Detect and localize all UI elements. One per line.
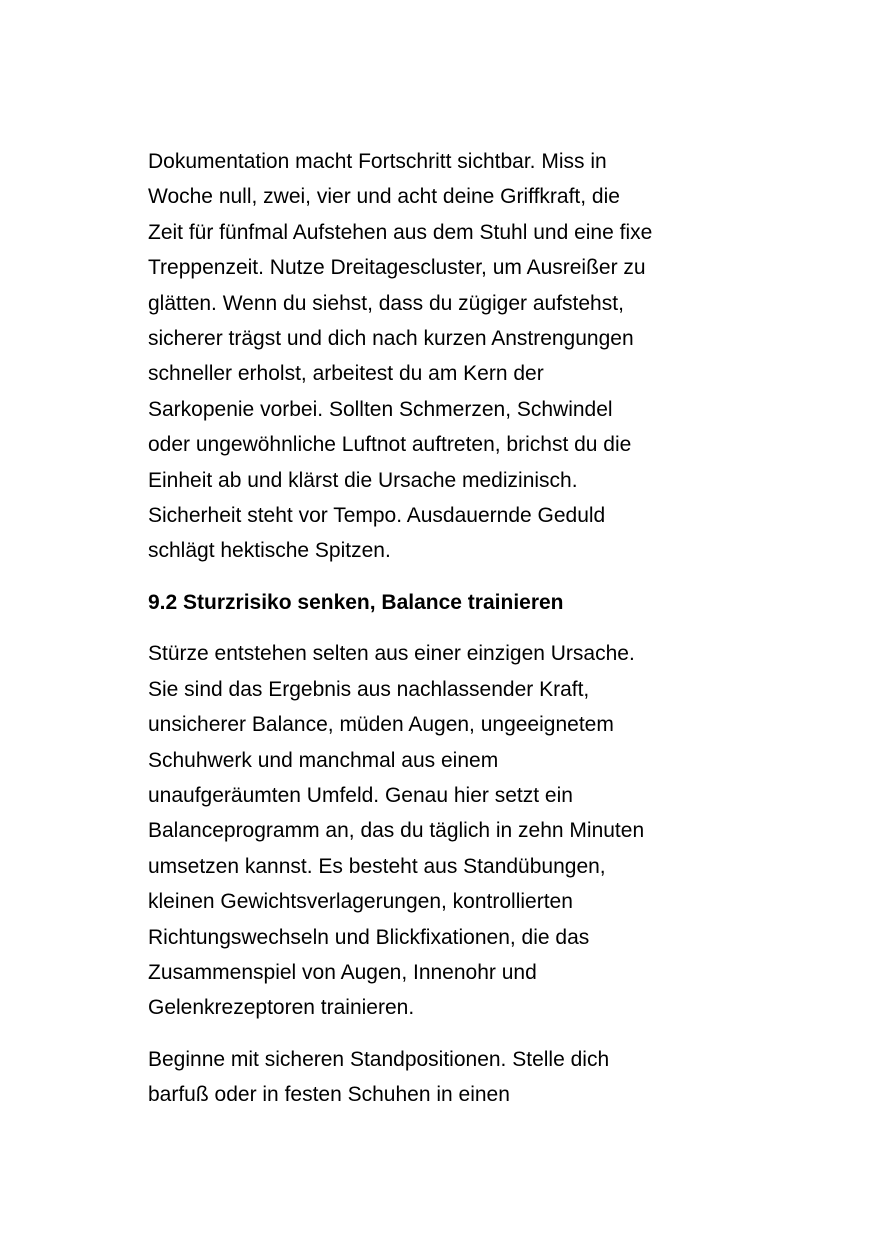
text-line: Sie sind das Ergebnis aus nachlassender Kraft, (148, 677, 590, 701)
text-line: kleinen Gewichtsverlagerungen, kontrollierten (148, 890, 573, 914)
text-line: Einheit ab und klärst die Ursache medizinisch. (148, 468, 578, 492)
document-page (148, 144, 738, 1113)
text-line: Zeit für fünfmal Aufstehen aus dem Stuhl und eine fixe (148, 220, 653, 244)
text-line: glätten. Wenn du siehst, dass du zügiger aufstehst, (148, 291, 624, 315)
paragraph-fall-risk (148, 636, 738, 1025)
text-line: umsetzen kannst. Es besteht aus Standübungen, (148, 854, 606, 878)
text-line: oder ungewöhnliche Luftnot auftreten, brichst du die (148, 433, 632, 457)
text-line: Treppenzeit. Nutze Dreitagescluster, um Ausreißer zu (148, 256, 646, 280)
text-line: Beginne mit sicheren Standpositionen. Stelle dich (148, 1047, 610, 1071)
text-line: Richtungswechseln und Blickfixationen, die das (148, 925, 590, 949)
text-line: Stürze entstehen selten aus einer einzigen Ursache. (148, 642, 635, 666)
text-line: Zusammenspiel von Augen, Innenohr und (148, 960, 537, 984)
text-line: Gelenkrezeptoren trainieren. (148, 996, 415, 1020)
text-line: Sarkopenie vorbei. Sollten Schmerzen, Schwindel (148, 397, 613, 421)
paragraph-stance-positions (148, 1042, 738, 1113)
text-line: Dokumentation macht Fortschritt sichtbar. Miss in (148, 150, 607, 173)
text-line: unsicherer Balance, müden Augen, ungeeignetem (148, 713, 614, 737)
text-line: Sicherheit steht vor Tempo. Ausdauernde Geduld (148, 504, 606, 528)
text-line: Balanceprogramm an, das du täglich in zehn Minuten (148, 819, 645, 843)
paragraph-documentation (148, 144, 738, 569)
text-line: barfuß oder in festen Schuhen in einen (148, 1083, 510, 1107)
text-line: schlägt hektische Spitzen. (148, 539, 391, 563)
section-heading: 9.2 Sturzrisiko senken, Balance trainieren (148, 590, 564, 614)
text-line: sicherer trägst und dich nach kurzen Anstrengungen (148, 327, 634, 351)
text-line: unaufgeräumten Umfeld. Genau hier setzt ein (148, 783, 573, 807)
text-line: Woche null, zwei, vier und acht deine Griffkraft, die (148, 185, 620, 209)
text-line: schneller erholst, arbeitest du am Kern der (148, 362, 544, 386)
text-line: Schuhwerk und manchmal aus einem (148, 748, 499, 772)
